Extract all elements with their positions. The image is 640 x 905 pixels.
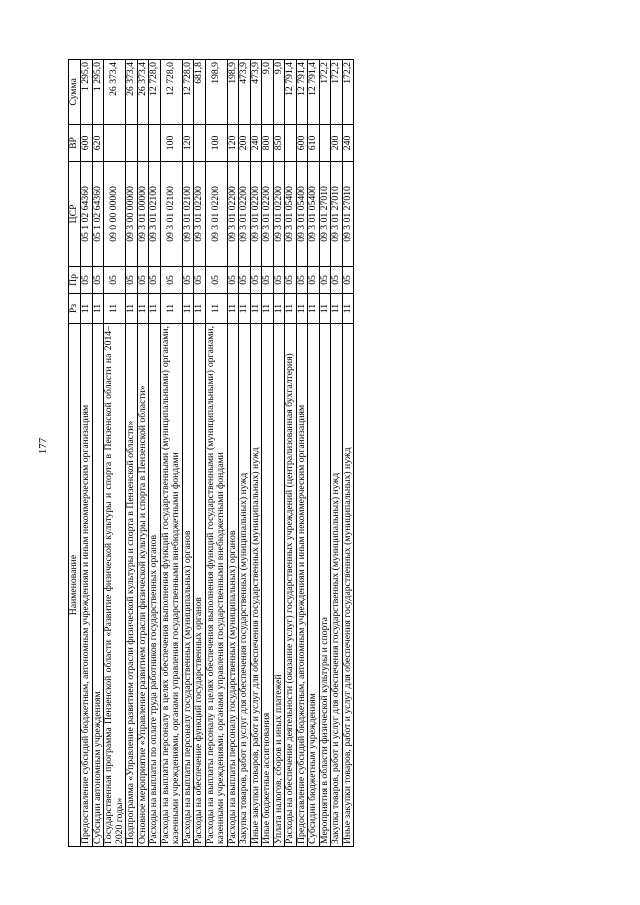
row-vr: 610: [308, 124, 320, 161]
row-rz: 11: [250, 294, 262, 324]
row-sum: 12 791,4: [296, 60, 308, 125]
budget-table-container: [68, 59, 560, 847]
row-rz: 11: [285, 294, 297, 324]
table-row: [92, 60, 104, 847]
row-sum: 12 728,0: [149, 60, 161, 125]
page-number: 177: [37, 437, 49, 455]
row-pr: 05: [331, 266, 343, 293]
row-vr: 240: [250, 124, 262, 161]
row-name: Подпрограмма «Управление развитием отрасли физической культуры и спорта в Пензенской области»: [126, 324, 138, 847]
row-csr: 09 3 01 02200: [205, 162, 227, 267]
table-row: [227, 60, 239, 847]
row-rz: 11: [194, 294, 206, 324]
row-vr: [126, 124, 138, 161]
budget-table: [68, 59, 354, 847]
row-sum: 473,9: [239, 60, 251, 125]
row-rz: 11: [126, 294, 138, 324]
row-name: Мероприятия в области физической культуры и спорта: [319, 324, 331, 847]
row-rz: 11: [342, 294, 354, 324]
row-rz: 11: [239, 294, 251, 324]
table-row: [342, 60, 354, 847]
row-csr: 09 3 01 02200: [194, 162, 206, 267]
row-sum: 1 295,0: [81, 60, 93, 125]
row-csr: 09 3 01 05400: [296, 162, 308, 267]
row-pr: 05: [182, 266, 194, 293]
row-rz: 11: [149, 294, 161, 324]
table-row: [182, 60, 194, 847]
row-name: Расходы на обеспечение функций государственных органов: [194, 324, 206, 847]
row-pr: 05: [205, 266, 227, 293]
row-pr: 05: [92, 266, 104, 293]
header-csr: ЦСР: [69, 162, 81, 267]
row-sum: 12 791,4: [285, 60, 297, 125]
row-rz: 11: [205, 294, 227, 324]
row-rz: 11: [104, 294, 126, 324]
row-name: Расходы на выплаты персоналу государственных (муниципальных) органов: [227, 324, 239, 847]
table-row: [126, 60, 138, 847]
row-vr: 600: [81, 124, 93, 161]
row-name: Уплата налогов, сборов и иных платежей: [273, 324, 285, 847]
row-pr: 05: [250, 266, 262, 293]
row-pr: 05: [239, 266, 251, 293]
row-csr: 09 3 01 27010: [331, 162, 343, 267]
row-csr: 09 3 01 02200: [239, 162, 251, 267]
row-csr: 09 3 01 02200: [262, 162, 274, 267]
row-vr: 200: [239, 124, 251, 161]
row-csr: 09 3 01 05400: [308, 162, 320, 267]
table-row: [160, 60, 182, 847]
row-csr: 09 0 00 00000: [104, 162, 126, 267]
table-row: [205, 60, 227, 847]
row-vr: [104, 124, 126, 161]
row-pr: 05: [149, 266, 161, 293]
row-pr: 05: [319, 266, 331, 293]
header-rz: Рз: [69, 294, 81, 324]
row-pr: 05: [81, 266, 93, 293]
row-name: Иные закупки товаров, работ и услуг для обеспечения государственных (муниципальных) нужд: [250, 324, 262, 847]
row-csr: 09 3 00 00000: [126, 162, 138, 267]
row-vr: [194, 124, 206, 161]
row-vr: [137, 124, 149, 161]
row-name: Закупка товаров, работ и услуг для обеспечения государственных (муниципальных) нужд: [239, 324, 251, 847]
row-rz: 11: [137, 294, 149, 324]
row-vr: 600: [296, 124, 308, 161]
header-pr: Пр: [69, 266, 81, 293]
row-sum: 473,9: [250, 60, 262, 125]
row-rz: 11: [81, 294, 93, 324]
row-csr: 09 3 01 27010: [342, 162, 354, 267]
row-name: Иные бюджетные ассигнования: [262, 324, 274, 847]
row-vr: 850: [273, 124, 285, 161]
row-name: Предоставление субсидий бюджетным, автономным учреждениям и иным некоммерческим организациям: [81, 324, 93, 847]
row-name: Предоставление субсидий бюджетным, автономным учреждениям и иным некоммерческим организациям: [296, 324, 308, 847]
row-csr: 09 3 01 02200: [227, 162, 239, 267]
row-sum: 172,2: [342, 60, 354, 125]
row-name: Субсидии бюджетным учреждениям: [308, 324, 320, 847]
row-rz: 11: [331, 294, 343, 324]
row-name: Расходы на выплаты персоналу в целях обеспечения выполнения функций государственными (муниципальными) органами, казенными учреждениями, органами управления государственными внебюджетными фондами: [205, 324, 227, 847]
header-vr: ВР: [69, 124, 81, 161]
row-pr: 05: [296, 266, 308, 293]
row-sum: 198,9: [227, 60, 239, 125]
row-pr: 05: [308, 266, 320, 293]
row-rz: 11: [227, 294, 239, 324]
row-vr: 120: [227, 124, 239, 161]
row-pr: 05: [285, 266, 297, 293]
row-name: Расходы на обеспечение деятельности (оказание услуг) государственных учреждений (централизованная бухгалтерия): [285, 324, 297, 847]
row-sum: 172,2: [319, 60, 331, 125]
row-sum: 681,8: [194, 60, 206, 125]
table-row: [262, 60, 274, 847]
table-header-row: [69, 60, 81, 847]
row-csr: 05 1 02 64360: [81, 162, 93, 267]
row-sum: 12 791,4: [308, 60, 320, 125]
table-row: [81, 60, 93, 847]
row-rz: 11: [273, 294, 285, 324]
row-sum: 9,0: [273, 60, 285, 125]
row-sum: 1 295,0: [92, 60, 104, 125]
row-vr: 620: [92, 124, 104, 161]
row-vr: [149, 124, 161, 161]
row-sum: 26 373,4: [126, 60, 138, 125]
header-sum: Сумма: [69, 60, 81, 125]
row-name: Расходы на выплаты персоналу государственных (муниципальных) органов: [182, 324, 194, 847]
row-pr: 05: [227, 266, 239, 293]
row-sum: 12 728,0: [182, 60, 194, 125]
table-row: [250, 60, 262, 847]
row-vr: 800: [262, 124, 274, 161]
row-vr: 240: [342, 124, 354, 161]
row-pr: 05: [126, 266, 138, 293]
row-csr: 05 1 02 64360: [92, 162, 104, 267]
row-rz: 11: [262, 294, 274, 324]
row-vr: 100: [160, 124, 182, 161]
row-rz: 11: [92, 294, 104, 324]
row-sum: 172,2: [331, 60, 343, 125]
row-pr: 05: [342, 266, 354, 293]
table-row: [104, 60, 126, 847]
row-vr: 100: [205, 124, 227, 161]
row-vr: 120: [182, 124, 194, 161]
row-pr: 05: [273, 266, 285, 293]
row-csr: 09 3 01 02200: [250, 162, 262, 267]
table-row: [137, 60, 149, 847]
table-row: [194, 60, 206, 847]
table-row: [149, 60, 161, 847]
row-csr: 09 3 01 02100: [149, 162, 161, 267]
row-name: Иные закупки товаров, работ и услуг для обеспечения государственных (муниципальных) нужд: [342, 324, 354, 847]
row-name: Расходы на выплаты персоналу в целях обеспечения выполнения функций государственными (муниципальными) органами, казенными учреждениями, органами управления государственными внебюджетными фондами: [160, 324, 182, 847]
table-row: [319, 60, 331, 847]
row-rz: 11: [296, 294, 308, 324]
row-pr: 05: [194, 266, 206, 293]
row-csr: 09 3 01 05400: [285, 162, 297, 267]
row-name: Закупка товаров, работ и услуг для обеспечения государственных (муниципальных) нужд: [331, 324, 343, 847]
row-vr: [285, 124, 297, 161]
row-pr: 05: [160, 266, 182, 293]
row-rz: 11: [182, 294, 194, 324]
row-vr: [319, 124, 331, 161]
row-pr: 05: [262, 266, 274, 293]
table-row: [239, 60, 251, 847]
table-row: [331, 60, 343, 847]
row-name: Основное мероприятие «Управление развитием отрасли физической культуры и спорта в Пензенской области»: [137, 324, 149, 847]
table-body: [81, 60, 354, 847]
row-csr: 09 3 01 27010: [319, 162, 331, 267]
row-pr: 05: [104, 266, 126, 293]
row-name: Субсидии автономным учреждениям: [92, 324, 104, 847]
row-name: Государственная программа Пензенской области «Развитие физической культуры и спорта в Пензенской области на 2014–2020 годы»: [104, 324, 126, 847]
row-vr: 200: [331, 124, 343, 161]
row-sum: 26 373,4: [104, 60, 126, 125]
header-name: Наименование: [69, 324, 81, 847]
row-sum: 9,0: [262, 60, 274, 125]
table-row: [285, 60, 297, 847]
row-csr: 09 3 01 02100: [182, 162, 194, 267]
row-csr: 09 3 01 02100: [160, 162, 182, 267]
row-rz: 11: [308, 294, 320, 324]
table-row: [273, 60, 285, 847]
row-csr: 09 3 01 02200: [273, 162, 285, 267]
row-sum: 26 373,4: [137, 60, 149, 125]
table-row: [308, 60, 320, 847]
row-rz: 11: [319, 294, 331, 324]
row-csr: 09 3 01 00000: [137, 162, 149, 267]
row-name: Расходы на выплаты по оплате труда работников государственных органов: [149, 324, 161, 847]
row-sum: 198,9: [205, 60, 227, 125]
row-pr: 05: [137, 266, 149, 293]
row-rz: 11: [160, 294, 182, 324]
row-sum: 12 728,0: [160, 60, 182, 125]
table-row: [296, 60, 308, 847]
